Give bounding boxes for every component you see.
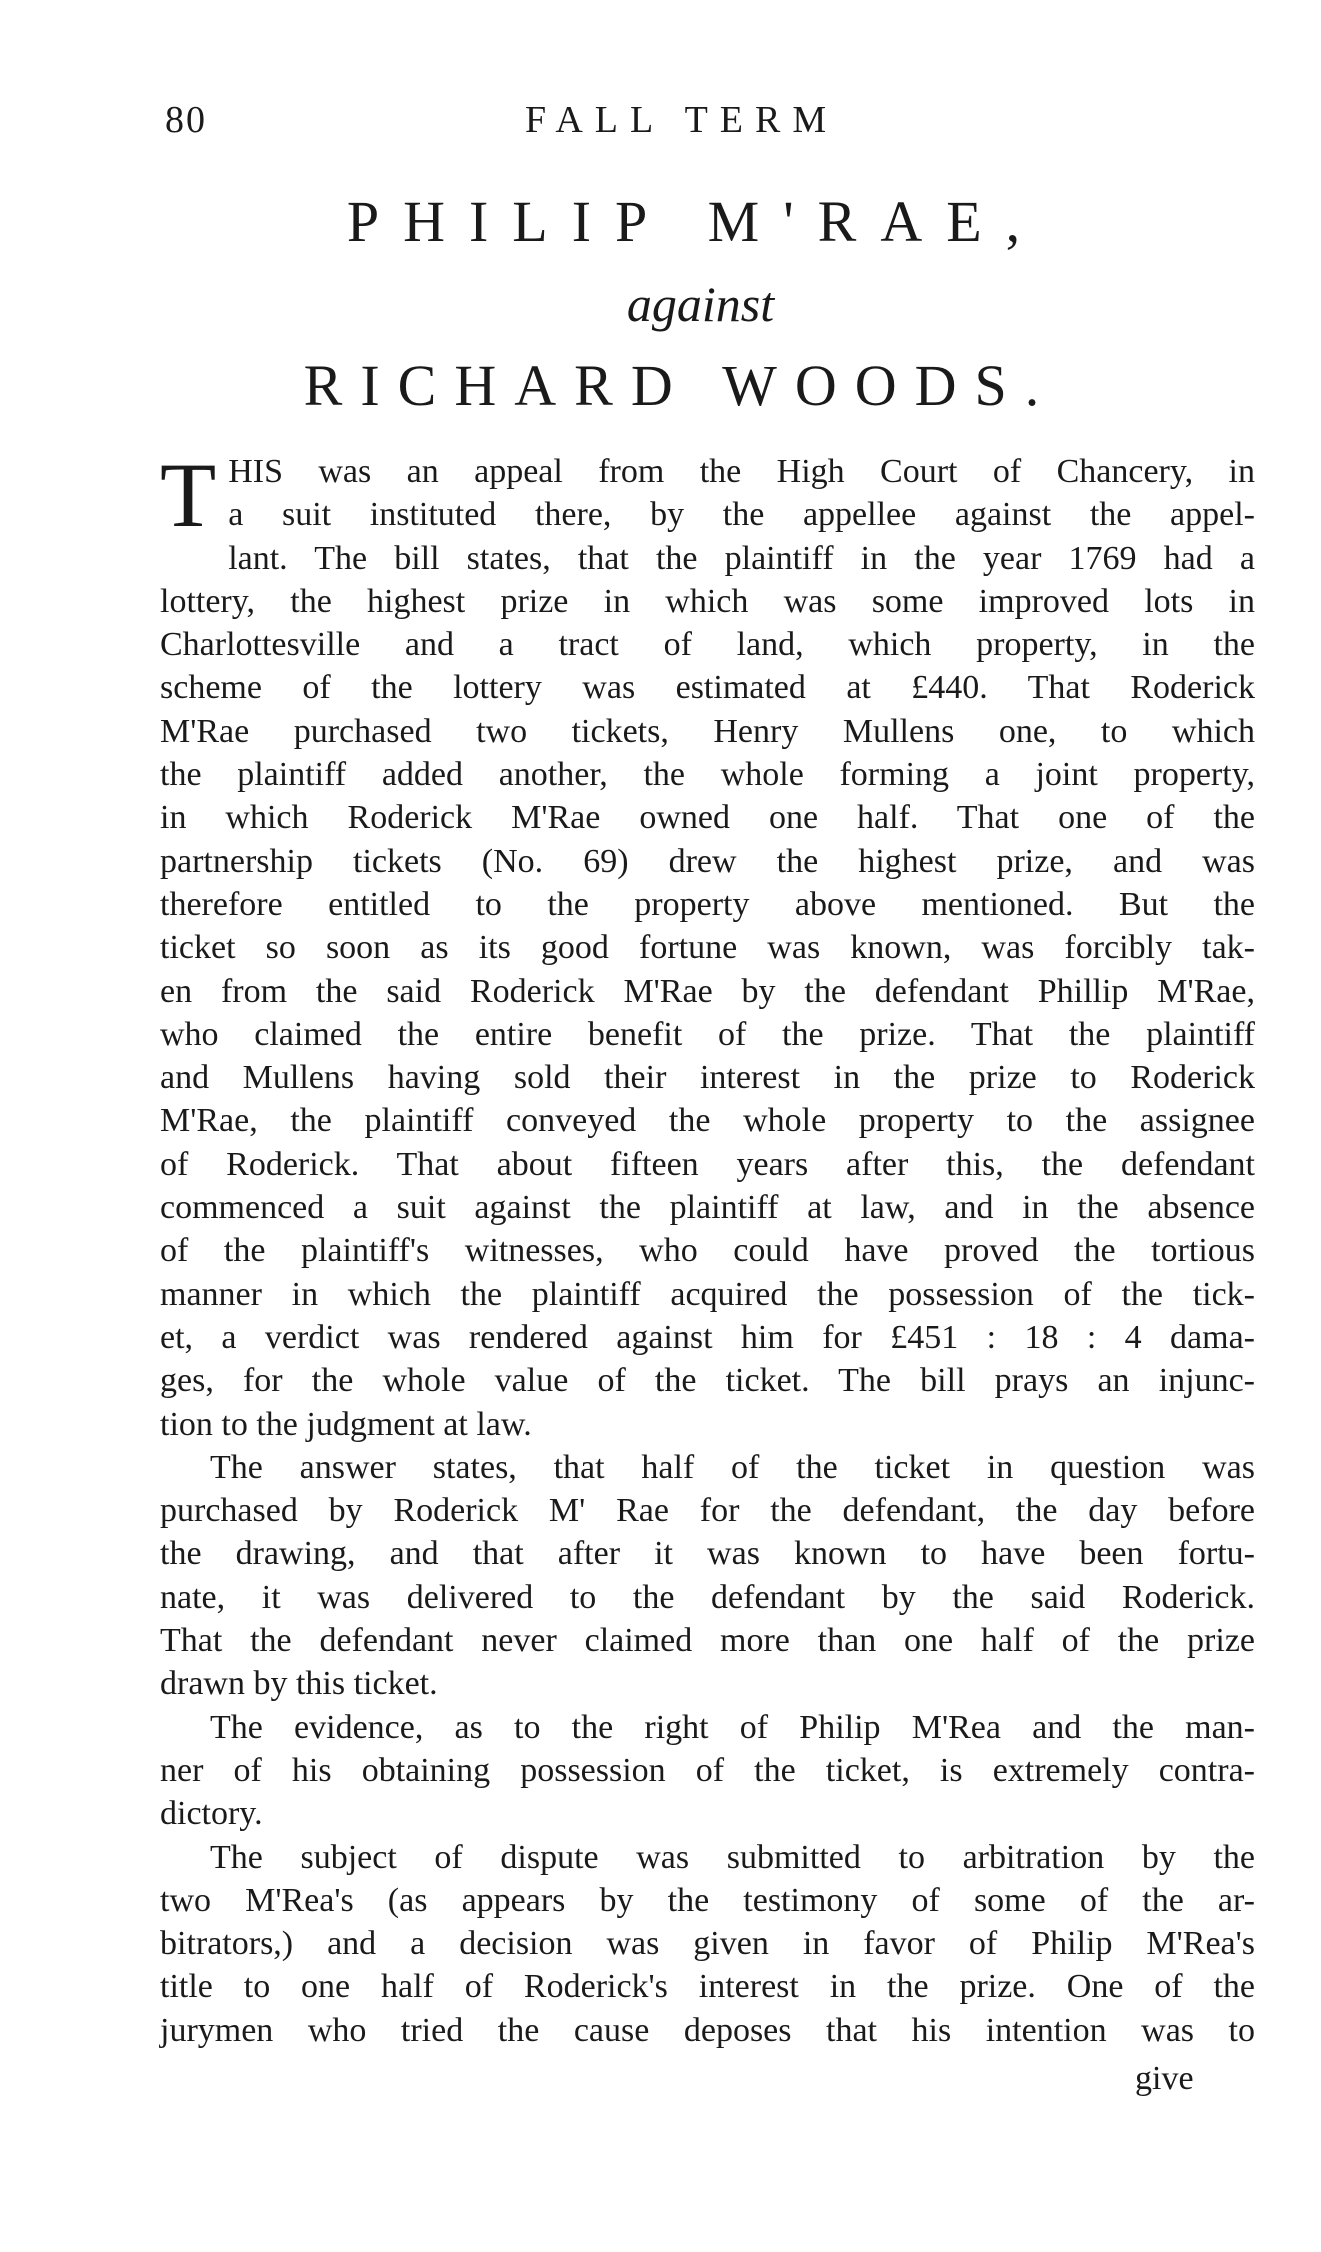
text-line: two M'Rea's (as appears by the testimony of some of the ar- xyxy=(160,1881,1255,1919)
drop-cap: T xyxy=(160,444,217,546)
text-line: HIS was an appeal from the High Court of Chancery, in xyxy=(228,453,1255,490)
case-versus: against xyxy=(626,276,775,332)
text-line: ner of his obtaining possession of the ticket, is extremely contra- xyxy=(160,1751,1255,1789)
running-title: FALL TERM xyxy=(525,99,839,141)
text-line: the drawing, and that after it was known to have been fortu- xyxy=(160,1535,1255,1573)
text-line: and Mullens having sold their interest in the prize to Roderick xyxy=(160,1059,1255,1097)
text-line: who claimed the entire benefit of the prize. That the plaintiff xyxy=(160,1015,1255,1053)
text-line: in which Roderick M'Rae owned one half. That one of the xyxy=(160,799,1255,837)
text-line: tion to the judgment at law. xyxy=(160,1405,532,1443)
text-line: drawn by this ticket. xyxy=(160,1665,438,1703)
text-line: dictory. xyxy=(160,1795,263,1833)
paragraph-4 xyxy=(160,1836,1255,2052)
text-line: The evidence, as to the right of Philip M'Rea and the man- xyxy=(210,1708,1255,1746)
case-defendant: RICHARD WOODS. xyxy=(303,353,1058,418)
text-line: therefore entitled to the property above mentioned. But the xyxy=(160,885,1255,923)
text-line: of Roderick. That about fifteen years after this, the defendant xyxy=(160,1145,1255,1183)
text-line: lottery, the highest prize in which was some improved lots in xyxy=(160,582,1255,620)
text-line: nate, it was delivered to the defendant by the said Roderick. xyxy=(160,1578,1255,1616)
text-line: partnership tickets (No. 69) drew the highest prize, and was xyxy=(160,842,1255,880)
text-line: The subject of dispute was submitted to arbitration by the xyxy=(210,1838,1255,1876)
text-line: jurymen who tried the cause deposes that his intention was to xyxy=(160,2011,1255,2049)
text-line: ges, for the whole value of the ticket. The bill prays an injunc- xyxy=(160,1362,1255,1400)
text-line: ticket so soon as its good fortune was known, was forcibly tak- xyxy=(160,929,1255,967)
case-plaintiff: PHILIP M'RAE, xyxy=(346,189,1045,254)
body-text xyxy=(160,444,1255,2052)
paragraph-3 xyxy=(160,1706,1255,1836)
text-line: commenced a suit against the plaintiff at law, and in the absence xyxy=(160,1189,1255,1227)
text-line: The answer states, that half of the ticket in question was xyxy=(210,1448,1255,1486)
text-line: title to one half of Roderick's interest in the prize. One of the xyxy=(160,1968,1255,2006)
text-line: Charlottesville and a tract of land, which property, in the xyxy=(160,626,1255,664)
text-line: of the plaintiff's witnesses, who could have proved the tortious xyxy=(160,1232,1255,1270)
text-line: M'Rae purchased two tickets, Henry Mullens one, to which xyxy=(160,712,1255,750)
text-line: the plaintiff added another, the whole forming a joint property, xyxy=(160,756,1255,794)
running-head xyxy=(165,98,1265,148)
text-line: M'Rae, the plaintiff conveyed the whole property to the assignee xyxy=(160,1102,1255,1140)
text-line: lant. The bill states, that the plaintiff in the year 1769 had a xyxy=(228,539,1255,577)
text-line: bitrators,) and a decision was given in favor of Philip M'Rea's xyxy=(160,1925,1255,1963)
text-line: scheme of the lottery was estimated at £440. That Roderick xyxy=(160,669,1255,707)
catchword: give xyxy=(1135,2060,1194,2097)
text-line: manner in which the plaintiff acquired the possession of the tick- xyxy=(160,1275,1255,1313)
paragraph-1 xyxy=(160,444,1255,1446)
paragraph-2 xyxy=(160,1446,1255,1706)
text-line: en from the said Roderick M'Rae by the defendant Phillip M'Rae, xyxy=(160,972,1255,1010)
page-number: 80 xyxy=(165,99,207,141)
text-line: et, a verdict was rendered against him for £451 : 18 : 4 dama- xyxy=(160,1318,1255,1356)
text-line: purchased by Roderick M' Rae for the defendant, the day before xyxy=(160,1492,1255,1530)
text-line: a suit instituted there, by the appellee against the appel- xyxy=(228,496,1255,534)
text-line: That the defendant never claimed more than one half of the prize xyxy=(160,1622,1255,1660)
